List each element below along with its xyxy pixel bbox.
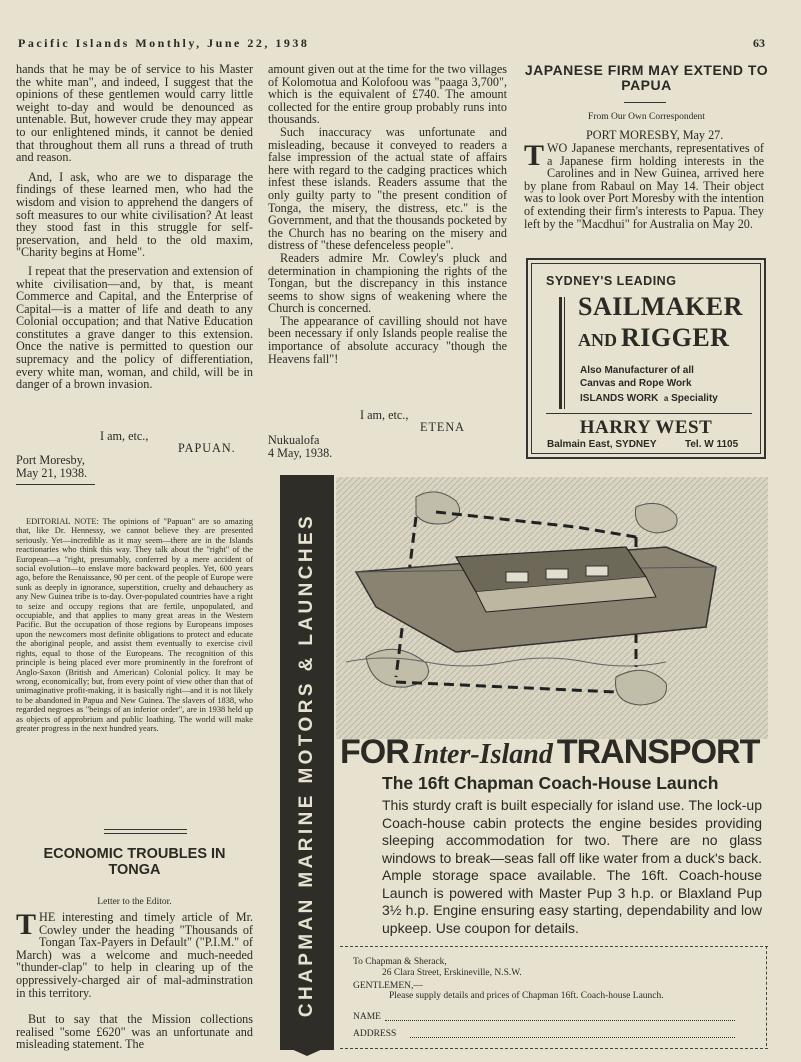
divider bbox=[624, 102, 666, 103]
page-header bbox=[18, 36, 765, 51]
tonga-heading: ECONOMIC TROUBLES IN TONGA bbox=[43, 846, 226, 878]
paragraph: amount given out at the time for the two villages of Kolomotua and Kolofoou was "paaga 3,700", which is the equivalent of £740. The amount collected for the entire group probably runs into thousands. bbox=[268, 62, 507, 127]
editorial-note: EDITORIAL NOTE: The opinions of "Papuan" are so amazing that, like Dr. Hennessy, we cannot believe they are presented seriously. Yet—incredible as it may seem—there are in the Islands reactionaries who think this way. They talk about the "right" of the European—a "right, presumably, conferred by a mere accident of social evolution—to enslave more backward peoples. Yet, 600 years ago, before the Renaissance, 90 per cent. of the people of Europe were sunk as deeply in ignorance, superstition, cruelty and debauchery as any New Guinea tribe is to-day. Over-populated countries have a right to seize and occupy regions that are fertile, unpopulated, and occupiable, and that applies to many great areas in the Western Pacific. But the occupation of those regions by Europeans imposes upon the newcomers most definite obligations to protect and educate the aboriginal people, and assist them eventually to exercise civil rights, equal to those of the Europeans. The recognition of this principle is being placed ever more prominently in the forefront of Anglo-Saxon (British and American) Colonial policy. It may be wrong, economically; but, from every point of view other than that of unimaginative profit-making, it is basically right—and it is not likely to be abandoned in Papua and New Guinea. The slavers of 1838, who regarded negroes as "beings of an inferior order", are in 1938 held up as objects of approbrium and public loathing. The world will make greater progress in the next hundred years. bbox=[16, 517, 253, 733]
banner-text: CHAPMAN MARINE MOTORS & LAUNCHES bbox=[296, 512, 317, 1018]
launch-illustration bbox=[336, 477, 768, 739]
coupon-request: Please supply details and prices of Chapman 16ft. Coach-house Launch. bbox=[389, 991, 664, 1001]
coupon-border-right bbox=[766, 946, 767, 1046]
byline: From Our Own Correspondent bbox=[588, 112, 705, 122]
headline-script: Inter-Island bbox=[412, 739, 553, 770]
chapman-vertical-banner bbox=[280, 475, 334, 1050]
paragraph: Such inaccuracy was unfortunate and misleading, because it conveyed to readers a false impression of the actual state of affairs here with regard to the cadging practices which infest these islands. Readers assume that the only guilty party to "the present condition of Tonga, the misery, the distress, etc." is the Government, and that the thousands pocketed by the Church has no bearing on the misery and distress of "these defenceless people". bbox=[268, 124, 507, 253]
signature: ETENA bbox=[420, 420, 465, 434]
paragraph-text: HE interesting and timely article of Mr. Cowley under the heading "Thousands of Tongan Tax-Payers in Default" ("P.I.M." of March) was a welcome and much-needed "thunder-clap" to help in clearing up of the oppressively-charged air of mal-adminstration in this territory. bbox=[16, 910, 253, 1000]
coupon-address-label: ADDRESS bbox=[353, 1029, 397, 1039]
ad-rigger-line bbox=[578, 323, 729, 353]
japanese-firm-paragraph bbox=[524, 139, 764, 231]
ad-line bbox=[580, 393, 718, 404]
transport-headline bbox=[340, 733, 770, 773]
coupon-name-field[interactable] bbox=[385, 1020, 735, 1021]
date: May 21, 1938. bbox=[16, 466, 88, 480]
ad-name: HARRY WEST bbox=[579, 417, 713, 438]
coupon-to: To Chapman & Sherack, bbox=[353, 957, 447, 967]
letter-papuan bbox=[16, 63, 253, 391]
ad-rigger: RIGGER bbox=[621, 323, 730, 352]
headline-transport: TRANSPORT bbox=[556, 733, 760, 771]
dateline: PORT MORESBY, May 27. bbox=[586, 128, 724, 142]
drop-cap: T bbox=[16, 908, 37, 941]
ad-address: Balmain East, SYDNEY bbox=[547, 439, 657, 450]
coupon-address: 26 Clara Street, Erskineville, N.S.W. bbox=[382, 968, 522, 978]
divider bbox=[546, 413, 752, 414]
tonga-paragraph bbox=[16, 908, 253, 1000]
coupon-border-bottom bbox=[340, 1048, 768, 1049]
launch-heading: The 16ft Chapman Coach-House Launch bbox=[382, 773, 719, 793]
paragraph: But to say that the Mission collections realised "some £620" was an unfortunate and misleading statement. The bbox=[16, 1012, 253, 1052]
ad-and: AND bbox=[578, 330, 617, 350]
place: Nukualofa bbox=[268, 433, 320, 447]
date: 4 May, 1938. bbox=[268, 446, 333, 460]
running-title: Pacific Islands Monthly, June 22, 1938 bbox=[18, 36, 310, 50]
headline-for: FOR bbox=[340, 733, 409, 771]
ad-sailmaker: SAILMAKER bbox=[578, 292, 743, 321]
ad-tagline: SYDNEY'S LEADING bbox=[546, 274, 677, 288]
page-number: 63 bbox=[753, 36, 765, 50]
signoff: I am, etc., bbox=[100, 429, 149, 443]
place: Port Moresby, bbox=[16, 453, 85, 467]
paragraph: hands that he may be of service to his Master the white man", and indeed, I suggest that the opinions of these gentlemen would carry little weight to-day and would be denounced as untenable. But, however crude they may appear to our enlightened minds, it cannot be denied that throughout them all runs a thread of truth and reason. bbox=[16, 62, 253, 165]
paragraph: Readers admire Mr. Cowley's pluck and determination in championing the rights of the Tongan, but the discrepancy in this instance seems to show signs of weakening where the Church is concerned. bbox=[268, 250, 507, 316]
paragraph: And, I ask, who are we to disparage the findings of these learned men, who had the wisdom and vision to apprehend the dangers of soft measures to our white civilisation? At least they stood fast in this struggle for self-preservation, and held to the old maxim, "Charity begins at Home". bbox=[16, 169, 253, 260]
coupon-salutation: GENTLEMEN,— bbox=[353, 981, 423, 991]
coupon-border-top bbox=[340, 946, 768, 947]
japanese-firm-heading: JAPANESE FIRM MAY EXTEND TO PAPUA bbox=[524, 62, 769, 93]
ad-inner-border bbox=[531, 263, 761, 454]
banner-point bbox=[280, 1044, 334, 1058]
ad-line: Canvas and Rope Work bbox=[580, 378, 692, 389]
ad-speciality: Speciality bbox=[671, 393, 718, 404]
ad-line: Also Manufacturer of all bbox=[580, 365, 694, 376]
paragraph: I repeat that the preservation and extension of white civilisation—and, by that, is meant Commerce and Capital, and the Enterprise of Capital—is a matter of life and death to any Colonial occupation; and that Native Education constitutes a grave danger to this extension. Once the native is permitted to question our supremacy and the policy of differentiation, every white man, woman, and child, will be in danger of a brown invasion. bbox=[16, 263, 253, 392]
ad-islands-work: ISLANDS WORK bbox=[580, 393, 659, 404]
launch-description: This sturdy craft is built especially for island use. The lock-up Coach-house cabin protects the engine besides providing sleeping accommodation for two. There are no glass windows to break—seas fall off like water from a duck's back. Ample storage space available. The 16ft. Coach-house Launch is powered with Master Pup 3 h.p. or Blaxland Pup 3½ h.p. Engine ensuring easy starting, dependability and low upkeep. Use coupon for details. bbox=[382, 797, 762, 936]
ad-bar bbox=[559, 297, 562, 409]
coupon-name-label: NAME bbox=[353, 1012, 381, 1022]
signature: PAPUAN. bbox=[178, 441, 236, 455]
drop-cap: T bbox=[524, 139, 545, 172]
signoff: I am, etc., bbox=[360, 408, 409, 422]
paragraph-text: WO Japanese merchants, representatives of a Japanese firm holding interests in the Carolines and in New Guinea, arrived here by plane from Rabaul on May 14. Their object was to look over Port Moresby with the intention of extending their firm's interests to Papua. They left by the "Macdhui" for Australia on May 20. bbox=[524, 141, 764, 231]
sailmaker-advertisement bbox=[526, 258, 766, 459]
ad-telephone: Tel. W 1105 bbox=[685, 439, 739, 450]
coupon-address-field[interactable] bbox=[410, 1037, 735, 1038]
letter-etena bbox=[268, 63, 507, 365]
paragraph: The appearance of cavilling should not have been necessary if only Islands people realise the importance of absolute accuracy "though the Heavens fall"! bbox=[268, 313, 507, 366]
ad-bar bbox=[564, 297, 565, 409]
ad-a: a bbox=[663, 394, 669, 403]
tonga-subheading: Letter to the Editor. bbox=[97, 897, 172, 907]
divider bbox=[16, 484, 95, 485]
divider bbox=[104, 829, 187, 834]
